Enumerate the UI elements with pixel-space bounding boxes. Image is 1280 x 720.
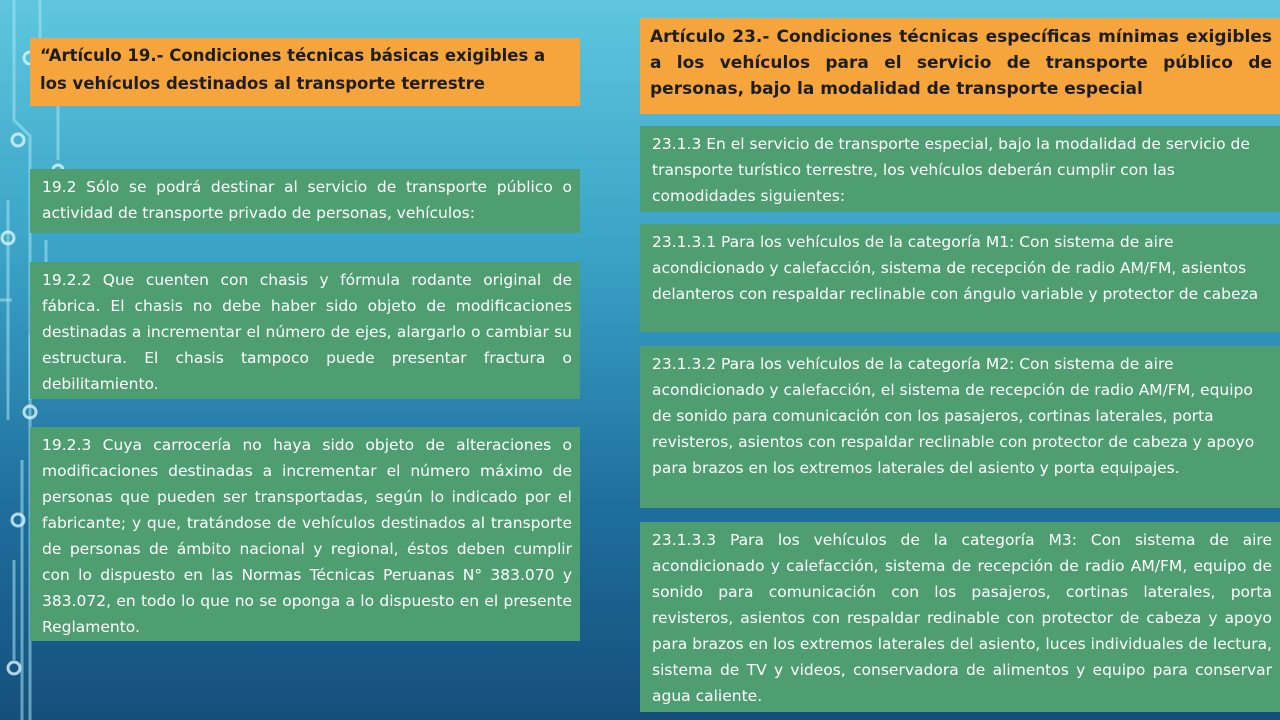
article-19-heading bbox=[30, 38, 580, 106]
paragraph-23-1-3-3 bbox=[640, 522, 1280, 712]
paragraph-23-1-3 bbox=[640, 126, 1280, 212]
paragraph-19-2 bbox=[30, 169, 580, 233]
article-23-heading bbox=[640, 18, 1280, 114]
paragraph-23-1-3-1-text: 23.1.3.1 Para los vehículos de la categoría M1: Con sistema de aire acondicionado y calefacción, sistema de recepción de radio AM/FM, asientos delanteros con respaldar reclinable con ángulo variable y protector de cabeza bbox=[652, 233, 1259, 303]
article-19-heading-text: “Artículo 19.- Condiciones técnicas básicas exigibles a los vehículos destinados al transporte terrestre bbox=[40, 46, 546, 93]
paragraph-19-2-text: 19.2 Sólo se podrá destinar al servicio de transporte público o actividad de transporte privado de personas, vehículos: bbox=[42, 178, 572, 222]
article-23-heading-text: Artículo 23.- Condiciones técnicas específicas mínimas exigibles a los vehículos para el servicio de transporte público de personas, bajo la modalidad de transporte especial bbox=[650, 27, 1272, 99]
paragraph-19-2-3-text: 19.2.3 Cuya carrocería no haya sido objeto de alteraciones o modificaciones destinadas a incrementar el número máximo de personas que pueden ser transportadas, según lo indicado por el fabricante; y que, tratándose de vehículos destinados al transporte de personas de ámbito nacional y regional, éstos deben cumplir con lo dispuesto en las Normas Técnicas Peruanas N° 383.070 y 383.072, en todo lo que no se oponga a lo dispuesto en el presente Reglamento. bbox=[42, 436, 572, 636]
paragraph-23-1-3-2-text: 23.1.3.2 Para los vehículos de la categoría M2: Con sistema de aire acondicionado y calefacción, el sistema de recepción de radio AM/FM, equipo de sonido para comunicación con los pasajeros, cortinas laterales, porta revisteros, asientos con respaldar reclinable con protector de cabeza y apoyo para brazos en los extremos laterales del asiento y porta equipajes. bbox=[652, 355, 1255, 477]
paragraph-23-1-3-1 bbox=[640, 224, 1280, 332]
paragraph-19-2-2 bbox=[30, 262, 580, 399]
paragraph-23-1-3-2 bbox=[640, 346, 1280, 508]
paragraph-23-1-3-3-text: 23.1.3.3 Para los vehículos de la categoría M3: Con sistema de aire acondicionado y calefacción, sistema de recepción de radio AM/FM, equipo de sonido para comunicación con los pasajeros, cortinas laterales, porta revisteros, asientos con respaldar redinable con protector de cabeza y apoyo para brazos en los extremos laterales del asiento, luces individuales de lectura, sistema de TV y videos, conservadora de alimentos y equipo para conservar agua caliente. bbox=[652, 531, 1272, 705]
paragraph-23-1-3-text: 23.1.3 En el servicio de transporte especial, bajo la modalidad de servicio de transporte turístico terrestre, los vehículos deberán cumplir con las comodidades siguientes: bbox=[652, 135, 1250, 205]
paragraph-19-2-2-text: 19.2.2 Que cuenten con chasis y fórmula rodante original de fábrica. El chasis no debe haber sido objeto de modificaciones destinadas a incrementar el número de ejes, alargarlo o cambiar su estructura. El chasis tampoco puede presentar fractura o debilitamiento. bbox=[42, 271, 572, 393]
paragraph-19-2-3 bbox=[30, 427, 580, 641]
